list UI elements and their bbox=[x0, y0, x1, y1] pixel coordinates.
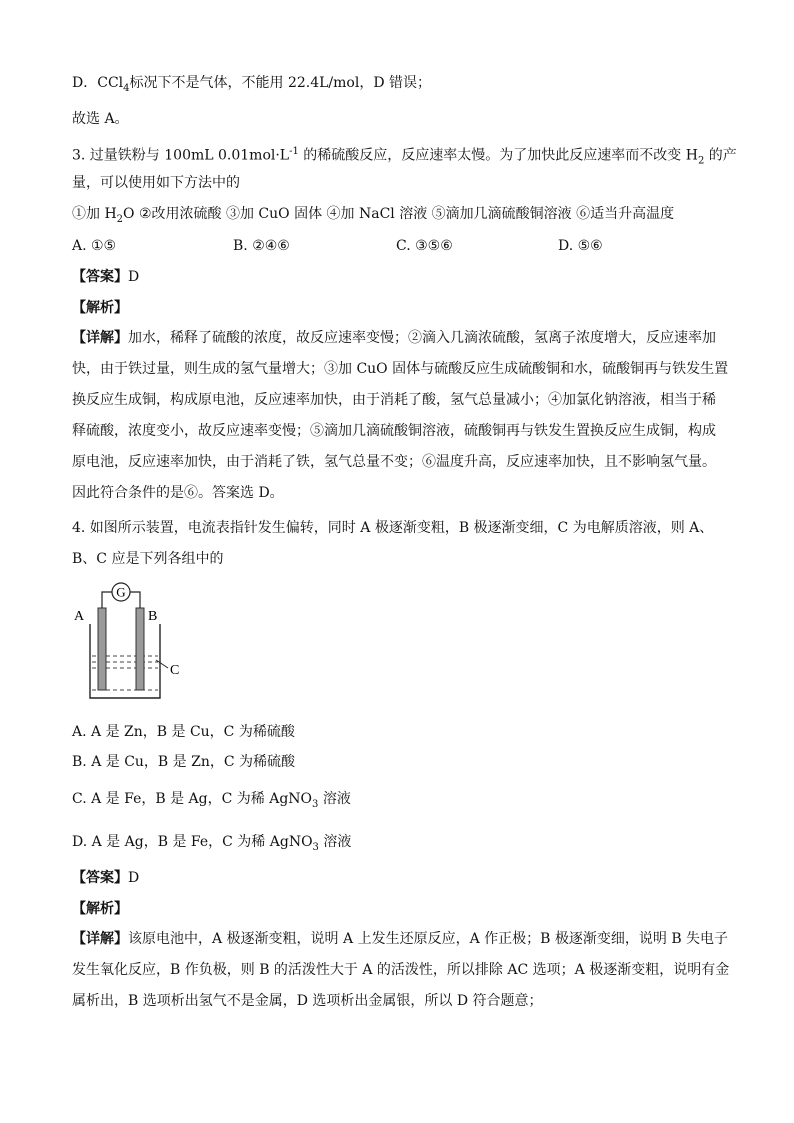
q4-detail-line: 属析出，B 选项析出氢气不是金属，D 选项析出金属银，所以 D 符合题意； bbox=[72, 993, 543, 1009]
electrode-b-label: B bbox=[148, 609, 158, 624]
q3-detail-line: 【详解】加水，稀释了硫酸的浓度，故反应速率变慢；②滴入几滴浓硫酸，氢离子浓度增大，反应速率加 bbox=[72, 330, 716, 346]
q4-stem-line-2: B、C 应是下列各组中的 bbox=[72, 551, 224, 567]
galvanometer-label: G bbox=[116, 584, 126, 600]
wire-b bbox=[130, 592, 140, 608]
q2-conclusion: 故选 A。 bbox=[72, 111, 129, 127]
electrode-a bbox=[98, 608, 106, 690]
q4-option-a: A. A 是 Zn，B 是 Cu，C 为稀硫酸 bbox=[72, 724, 295, 740]
q4-option-d: D. A 是 Ag，B 是 Fe，C 为稀 AgNO$_3$ 溶液 bbox=[72, 834, 352, 853]
q3-detail bbox=[72, 323, 729, 509]
q3-detail-line: 快，由于铁过量，则生成的氢气量增大；③加 CuO 固体与硫酸反应生成硫酸铜和水，硫酸铜再与铁发生置 bbox=[72, 361, 729, 377]
q4-detail-line: 发生氧化反应，B 作负极，则 B 的活泼性大于 A 的活泼性，所以排除 AC 选项；A 极逐渐变粗，说明有金 bbox=[72, 962, 730, 978]
q3-analysis-heading: 【解析】 bbox=[72, 300, 128, 316]
electrode-b bbox=[136, 608, 144, 690]
q4-stem-line-1: 4. 如图所示装置，电流表指针发生偏转，同时 A 极逐渐变粗，B 极逐渐变细，C 为电解质溶液，则 A、 bbox=[72, 520, 714, 536]
q4-detail bbox=[72, 924, 730, 1017]
q4-answer: 【答案】D bbox=[72, 870, 140, 886]
q2-option-d-explanation: D．CCl$_4$标况下不是气体，不能用 22.4L/mol，D 错误； bbox=[72, 75, 432, 94]
q3-methods: ①加 $H_2O$ ②改用浓硫酸 ③加 CuO 固体 ④加 NaCl 溶液 ⑤滴加几滴硫酸铜溶液 ⑥适当升高温度 bbox=[72, 206, 675, 225]
electrode-a-label: A bbox=[74, 609, 85, 624]
q3-option-d: D. ⑤⑥ bbox=[558, 238, 603, 254]
q4-option-b: B. A 是 Cu，B 是 Zn，C 为稀硫酸 bbox=[72, 754, 296, 770]
q3-stem-line-2: 量，可以使用如下方法中的 bbox=[72, 175, 240, 191]
q3-option-b: B. ②④⑥ bbox=[233, 238, 290, 254]
q3-detail-line: 原电池，反应速率加快，由于消耗了铁，氢气总量不变；⑥温度升高，反应速率加快，且不影响氢气量。 bbox=[72, 454, 716, 470]
ccl4-formula: CCl$_4$ bbox=[97, 75, 130, 94]
q3-answer: 【答案】D bbox=[72, 269, 140, 285]
q4-detail-line: 【详解】该原电池中，A 极逐渐变粗，说明 A 上发生还原反应，A 作正极；B 极逐渐变细，说明 B 失电子 bbox=[72, 931, 729, 947]
galvanic-cell-diagram bbox=[68, 580, 198, 705]
solution-pointer bbox=[156, 660, 168, 668]
q3-detail-line: 因此符合条件的是⑥。答案选 D。 bbox=[72, 485, 284, 501]
q4-analysis-heading: 【解析】 bbox=[72, 901, 128, 917]
solution-label: C bbox=[170, 663, 180, 678]
q4-option-c: C. A 是 Fe，B 是 Ag，C 为稀 AgNO$_3$ 溶液 bbox=[72, 791, 351, 810]
q3-option-c: C. ③⑤⑥ bbox=[396, 238, 453, 254]
q3-option-a: A. ①⑤ bbox=[72, 238, 117, 254]
q3-detail-line: 换反应生成铜，构成原电池，反应速率加快，由于消耗了酸，氢气总量减小；④加氯化钠溶液，相当于稀 bbox=[72, 392, 716, 408]
q3-detail-line: 释硫酸，浓度变小，故反应速率变慢；⑤滴加几滴硫酸铜溶液，硫酸铜再与铁发生置换反应生成铜，构成 bbox=[72, 423, 716, 439]
q3-stem-line-1: 3. 过量铁粉与 100mL $0.01mol\cdot L^{-1}$ 的稀硫酸反应，反应速率太慢。为了加快此反应速率而不改变 $H_2$ 的产 bbox=[72, 146, 737, 167]
wire-a bbox=[102, 592, 112, 608]
